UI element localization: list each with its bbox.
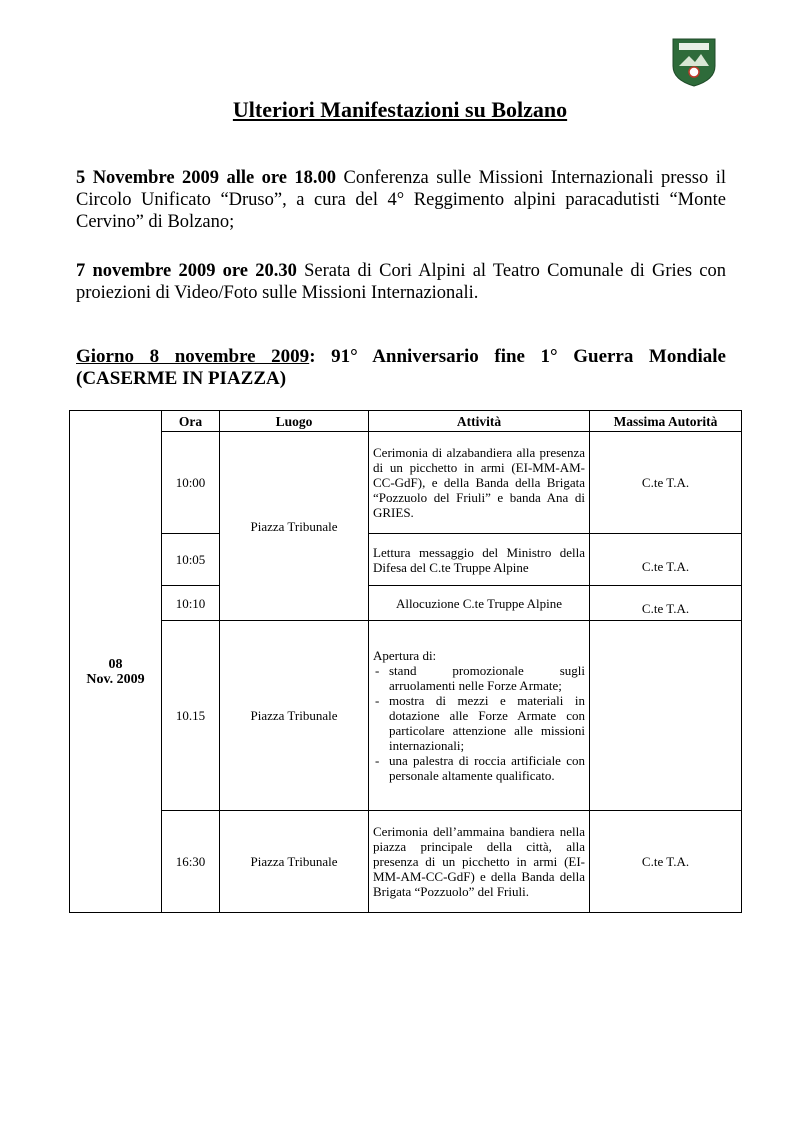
- event-date: 5 Novembre 2009 alle ore 18.00: [76, 168, 337, 188]
- table-header-row: [70, 411, 742, 432]
- time-cell: 10:05: [162, 534, 220, 586]
- time-cell: 10:10: [162, 586, 220, 621]
- date-cell: [70, 432, 162, 913]
- table-row: [70, 534, 742, 586]
- time-cell: 10.15: [162, 621, 220, 811]
- header-autorita: Massima Autorità: [590, 411, 742, 432]
- event-description: Conferenza sulle Missioni Internazionali presso il Circolo Unificato “Druso”, a cura del 4° Reggimento alpini paracadutisti “Monte Cervino” di Bolzano;: [76, 168, 726, 232]
- date-month-year: Nov. 2009: [86, 671, 145, 687]
- event-paragraph-choirs: [76, 260, 726, 304]
- table-row: [70, 811, 742, 913]
- authority-cell: C.te T.A.: [590, 534, 742, 586]
- time-cell: 10:00: [162, 432, 220, 534]
- event-paragraph-conference: [76, 167, 726, 233]
- authority-cell: [590, 621, 742, 811]
- activity-cell: Cerimonia dell’ammaina bandiera nella piazza principale della città, alla presenza di un picchetto in armi (EI-MM-AM-CC-GdF) e della Banda della Brigata “Pozzuolo” del Friuli.: [369, 811, 590, 913]
- activity-intro: Apertura di:: [373, 648, 437, 663]
- header-attivita: Attività: [369, 411, 590, 432]
- list-item: - mostra di mezzi e materiali in dotazione alle Forze Armate con particolare attenzione alle missioni internazionali;: [373, 693, 585, 753]
- activity-cell: Cerimonia di alzabandiera alla presenza di un picchetto in armi (EI-MM-AM-CC-GdF), e della Banda della Brigata “Pozzuolo del Friuli” e banda Ana di GRIES.: [369, 432, 590, 534]
- section-heading: [76, 346, 726, 390]
- header-luogo: Luogo: [220, 411, 369, 432]
- section-title: : 91° Anniversario fine 1° Guerra Mondiale (CASERME IN PIAZZA): [76, 346, 726, 389]
- authority-cell: C.te T.A.: [590, 811, 742, 913]
- header-ora: Ora: [162, 411, 220, 432]
- time-cell: 16:30: [162, 811, 220, 913]
- table-row: [70, 432, 742, 534]
- alpine-troops-shield-icon: [669, 36, 719, 88]
- activity-cell: Allocuzione C.te Truppe Alpine: [369, 586, 590, 621]
- activity-cell: [369, 621, 590, 811]
- place-cell: Piazza Tribunale: [220, 432, 369, 621]
- place-cell: Piazza Tribunale: [220, 811, 369, 913]
- authority-cell: C.te T.A.: [590, 586, 742, 621]
- list-item: - stand promozionale sugli arruolamenti nelle Forze Armate;: [373, 663, 585, 693]
- list-item: - una palestra di roccia artificiale con personale altamente qualificato.: [373, 753, 585, 783]
- schedule-table: [69, 410, 742, 913]
- section-date: Giorno 8 novembre 2009: [76, 346, 310, 367]
- event-description: Serata di Cori Alpini al Teatro Comunale di Gries con proiezioni di Video/Foto sulle Missioni Internazionali.: [76, 261, 726, 303]
- date-day: 08: [108, 656, 123, 672]
- place-cell: Piazza Tribunale: [220, 621, 369, 811]
- table-row: [70, 621, 742, 811]
- authority-cell: C.te T.A.: [590, 432, 742, 534]
- event-date: 7 novembre 2009 ore 20.30: [76, 261, 297, 281]
- page-title: Ulteriori Manifestazioni su Bolzano: [232, 97, 568, 122]
- activity-cell: Lettura messaggio del Ministro della Difesa del C.te Truppe Alpine: [369, 534, 590, 586]
- date-cell-top: [70, 411, 162, 432]
- activity-list: [373, 663, 585, 783]
- table-row: [70, 586, 742, 621]
